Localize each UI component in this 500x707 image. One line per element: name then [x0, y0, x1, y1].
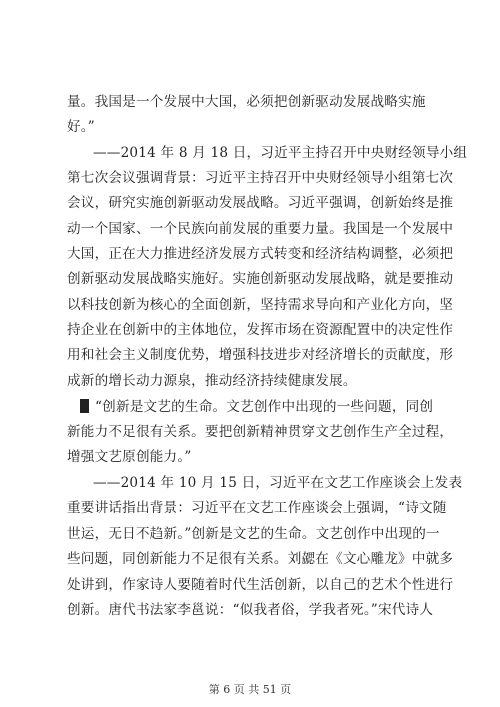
page-number-footer: 第 6 页 共 51 页: [208, 683, 292, 696]
text-line: 以科技创新为核心的全面创新，坚持需求导向和产业化方向，坚: [67, 297, 454, 313]
text-line: 创新驱动发展战略实施好。实施创新驱动发展战略，就是要推动: [67, 271, 454, 287]
text-line: 会议，研究实施创新驱动发展战略。习近平强调，创新始终是推: [67, 195, 454, 211]
text-line: 些问题，同创新能力不足很有关系。刘勰在《文心雕龙》中就多: [67, 551, 454, 567]
text-line: 持企业在创新中的主体地位，发挥市场在资源配置中的决定性作: [67, 322, 454, 338]
bullet-marker-icon: [80, 399, 89, 413]
text-line: 重要讲话指出背景：习近平在文艺工作座谈会上强调，“诗文随: [67, 500, 447, 516]
quote-text: “创新是文艺的生命。文艺创作中出现的一些问题，同创: [95, 399, 434, 415]
text-line: 用和社会主义制度优势，增强科技进步对经济增长的贡献度，形: [67, 347, 454, 363]
quote-line: [80, 397, 434, 417]
text-line: 成新的增长动力源泉，推动经济持续健康发展。: [67, 373, 357, 389]
text-line: 量。我国是一个发展中大国，必须把创新驱动发展战略实施: [67, 94, 426, 110]
text-line: 动一个国家、一个民族向前发展的重要力量。我国是一个发展中: [67, 221, 454, 237]
text-line: 世运，无日不趋新。”创新是文艺的生命。文艺创作中出现的一: [67, 526, 440, 542]
text-line: 新能力不足很有关系。要把创新精神贯穿文艺创作生产全过程，: [67, 424, 454, 440]
text-line: ——2014 年 10 月 15 日，习近平在文艺工作座谈会上发表: [93, 475, 463, 491]
text-line: ——2014 年 8 月 18 日，习近平主持召开中央财经领导小组: [93, 145, 468, 161]
text-line: 第七次会议强调背景：习近平主持召开中央财经领导小组第七次: [67, 170, 454, 186]
text-line: 大国，正在大力推进经济发展方式转变和经济结构调整，必须把: [67, 246, 454, 262]
text-line: 增强文艺原创能力。”: [67, 449, 192, 465]
text-line: 创新。唐代书法家李邕说：“似我者俗，学我者死。”宋代诗人: [67, 602, 434, 618]
text-line: 处讲到，作家诗人要随着时代生活创新，以自己的艺术个性进行: [67, 577, 454, 593]
text-line: 好。”: [67, 119, 95, 135]
